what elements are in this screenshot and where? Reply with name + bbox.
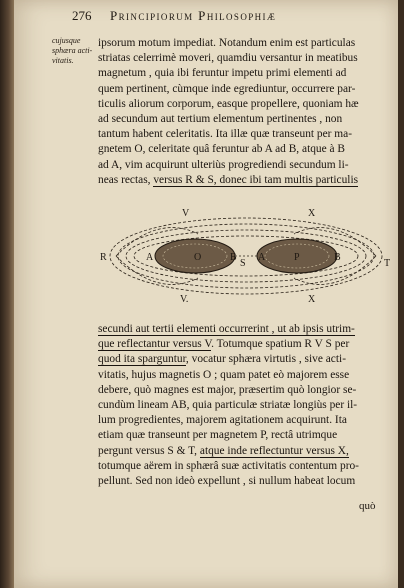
book-binding-edge <box>0 0 14 588</box>
underlined-text: quod ita sparguntur <box>98 353 186 366</box>
text-line: gnetem O, celeritate quâ feruntur ab A ad B, atque à B <box>98 143 346 156</box>
label-b-left: B <box>230 252 237 263</box>
text-line: lum progredientes, majorem agitationem acquirunt. Ita <box>98 414 347 427</box>
text-line: ad A, vim acquirunt ulteriùs progrediendi secundum li- <box>98 158 349 171</box>
margin-note-line: sphæra acti- <box>52 46 93 55</box>
text-line: etiam quæ transeunt per magnetem P, rectâ utrimque <box>98 429 338 442</box>
text-line: ticulis aliorum corporum, easque propellere, quoniam hæ <box>98 97 359 110</box>
text-line: pellunt. Sed non ideò expellunt , si nullum habeat locum <box>98 474 356 487</box>
label-b-right: B <box>334 252 341 263</box>
text-line: tantum habent celeritatis. Ita illæ quæ transeunt per ma- <box>98 128 352 141</box>
underlined-text: versus R & S, donec ibi tam multis particulis <box>153 173 359 186</box>
label-a-right: A <box>258 252 266 263</box>
text-paragraph-top <box>98 36 394 188</box>
text-line: totumque aërem in sphærâ suæ activitatis contentum pro- <box>98 459 359 472</box>
label-x-bottom: X <box>308 294 316 305</box>
margin-note-line: vitatis. <box>52 56 74 65</box>
label-s: S <box>240 258 246 269</box>
page-header <box>14 6 398 26</box>
margin-note-line: cujusque <box>52 36 81 45</box>
text-line: que reflectantur versus V. Totumque spatium R V S per <box>98 338 350 351</box>
book-page <box>14 0 398 588</box>
text-paragraph-bottom <box>98 322 394 489</box>
underlined-text: que reflectantur versus V <box>98 338 212 351</box>
text-line: magnetum , quia ibi feruntur impetu primi elementi ad <box>98 67 347 80</box>
label-t: T <box>384 258 391 269</box>
margin-note <box>52 36 100 66</box>
text-line: debere, quò magnes est major, præsertim quò longior se- <box>98 383 357 396</box>
text-line: ad secundum aut tertium elementum pertinentes , non <box>98 112 343 125</box>
text-line: pergunt versus S & T, atque inde reflectuntur versus X, <box>98 444 349 457</box>
label-o: O <box>194 252 202 263</box>
text-line: quod ita sparguntur, vocatur sphæra virtutis , sive acti- <box>98 353 346 366</box>
label-v-top: V <box>182 208 190 219</box>
magnet-sphere-diagram <box>98 204 394 306</box>
text-line: vitatis, hujus magnetis O ; quam patet eò majorem esse <box>98 368 350 381</box>
label-p: P <box>294 252 300 263</box>
text-line: neas rectas, versus R & S, donec ibi tam multis particulis <box>98 173 359 186</box>
label-v-bottom: V. <box>180 294 189 305</box>
text-line: striatas celerrimè moveri, quamdiu versantur in meatibus <box>98 52 358 65</box>
underlined-text: atque inde reflectuntur versus X, <box>199 444 349 457</box>
catchword: quò <box>359 500 376 512</box>
page-number: 276 <box>72 8 92 23</box>
text-line <box>98 322 394 337</box>
running-title: Principiorum Philosophiæ <box>110 8 277 23</box>
label-r: R <box>100 252 107 263</box>
underlined-text: secundi aut tertii elementi occurrerint , ut ab ipsis utrim- <box>98 323 355 335</box>
text-line: cundùm lineam AB, quia particulæ striatæ longiùs per il- <box>98 398 358 411</box>
label-x-top: X <box>308 208 316 219</box>
text-line: ipsorum motum impediat. Notandum enim est particulas <box>98 37 356 49</box>
label-a-left: A <box>146 252 154 263</box>
text-line: quem pertinent, cùmque inde egrediuntur, occurrere par- <box>98 82 356 95</box>
